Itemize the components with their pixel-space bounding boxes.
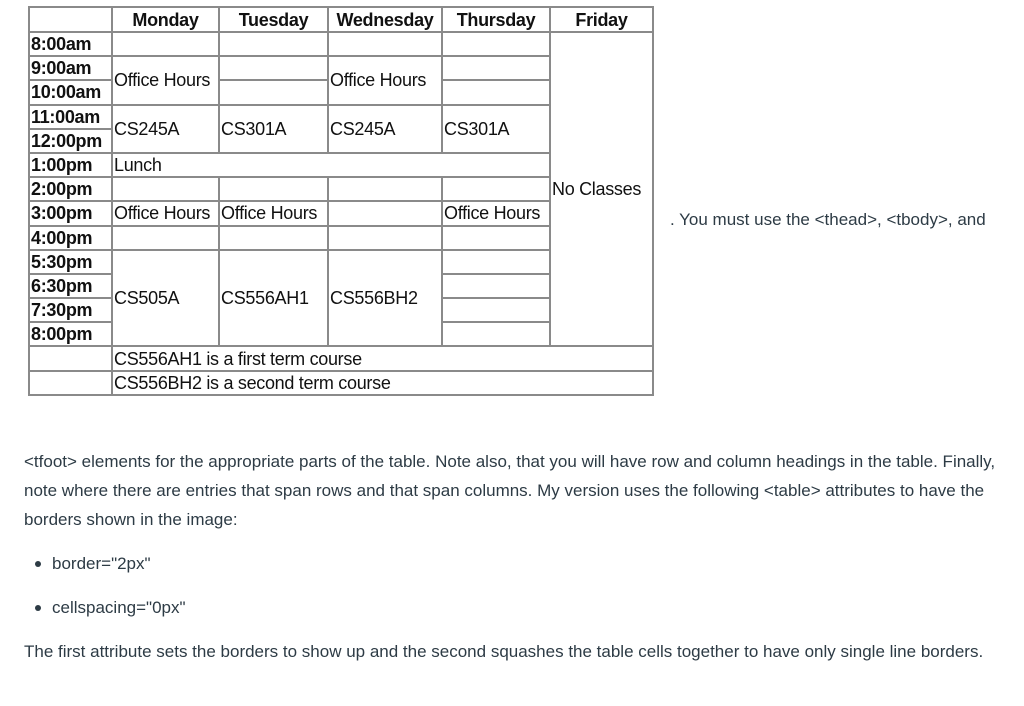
schedule-head [29, 7, 653, 32]
footnote-cs556bh2: CS556BH2 is a second term course [112, 371, 653, 395]
day-header-monday: Monday [112, 7, 219, 32]
table-row [29, 32, 653, 56]
empty-cell [219, 80, 328, 104]
empty-cell [219, 56, 328, 80]
tuesday-cs301a: CS301A [219, 105, 328, 153]
day-header-thursday: Thursday [442, 7, 550, 32]
footnote-cs556ah1: CS556AH1 is a first term course [112, 346, 653, 370]
bullet-icon [35, 561, 41, 567]
empty-cell [442, 298, 550, 322]
empty-cell [442, 226, 550, 250]
empty-cell [219, 32, 328, 56]
empty-cell [442, 250, 550, 274]
paragraph-intro: <tfoot> elements for the appropriate parts of the table. Note also, that you will have row and column headings in the table. Finally, note where there are entries that span rows and that span columns. My version uses the following <table> attributes to have the borders shown in the image: [24, 452, 996, 529]
empty-cell [328, 32, 442, 56]
time-10-00am: 10:00am [29, 80, 112, 104]
tuesday-office-hours-afternoon: Office Hours [219, 201, 328, 225]
time-6-30pm: 6:30pm [29, 274, 112, 298]
empty-cell [112, 226, 219, 250]
time-12-00pm: 12:00pm [29, 129, 112, 153]
monday-office-hours-afternoon: Office Hours [112, 201, 219, 225]
list-item [24, 549, 1014, 578]
schedule-body [29, 32, 653, 346]
empty-cell [29, 346, 112, 370]
schedule-foot [29, 346, 653, 394]
empty-cell [442, 80, 550, 104]
tuesday-cs556ah1: CS556AH1 [219, 250, 328, 347]
empty-cell [442, 322, 550, 346]
empty-cell [219, 226, 328, 250]
time-4-00pm: 4:00pm [29, 226, 112, 250]
side-note-text: . You must use the <thead>, <tbody>, and [670, 210, 986, 229]
attribute-list [24, 549, 1014, 622]
empty-cell [112, 32, 219, 56]
day-header-tuesday: Tuesday [219, 7, 328, 32]
empty-cell [442, 56, 550, 80]
time-5-30pm: 5:30pm [29, 250, 112, 274]
empty-cell [112, 177, 219, 201]
monday-cs245a: CS245A [112, 105, 219, 153]
thursday-office-hours-afternoon: Office Hours [442, 201, 550, 225]
time-1-00pm: 1:00pm [29, 153, 112, 177]
empty-cell [219, 177, 328, 201]
day-header-wednesday: Wednesday [328, 7, 442, 32]
time-2-00pm: 2:00pm [29, 177, 112, 201]
wednesday-office-hours-morning: Office Hours [328, 56, 442, 104]
bullet-icon [35, 605, 41, 611]
time-8-00am: 8:00am [29, 32, 112, 56]
attribute-border: border="2px" [52, 554, 151, 573]
empty-cell [442, 32, 550, 56]
time-9-00am: 9:00am [29, 56, 112, 80]
wednesday-cs556bh2: CS556BH2 [328, 250, 442, 347]
paragraph-explanation: The first attribute sets the borders to show up and the second squashes the table cells together to have only single line borders. [24, 642, 984, 661]
empty-cell [328, 177, 442, 201]
schedule-table [28, 6, 654, 396]
day-header-friday: Friday [550, 7, 653, 32]
empty-cell [442, 177, 550, 201]
empty-cell [442, 274, 550, 298]
time-3-00pm: 3:00pm [29, 201, 112, 225]
monday-cs505a: CS505A [112, 250, 219, 347]
schedule-image [28, 6, 654, 396]
list-item [24, 593, 1014, 622]
monday-office-hours-morning: Office Hours [112, 56, 219, 104]
time-11-00am: 11:00am [29, 105, 112, 129]
thursday-cs301a: CS301A [442, 105, 550, 153]
empty-cell [29, 371, 112, 395]
table-row [29, 371, 653, 395]
lunch-cell: Lunch [112, 153, 550, 177]
table-row [29, 346, 653, 370]
time-8-00pm: 8:00pm [29, 322, 112, 346]
friday-no-classes: No Classes [550, 32, 653, 346]
attribute-cellspacing: cellspacing="0px" [52, 598, 186, 617]
instructions-body [24, 447, 1014, 666]
wednesday-cs245a: CS245A [328, 105, 442, 153]
corner-cell [29, 7, 112, 32]
empty-cell [328, 226, 442, 250]
time-7-30pm: 7:30pm [29, 298, 112, 322]
empty-cell [328, 201, 442, 225]
